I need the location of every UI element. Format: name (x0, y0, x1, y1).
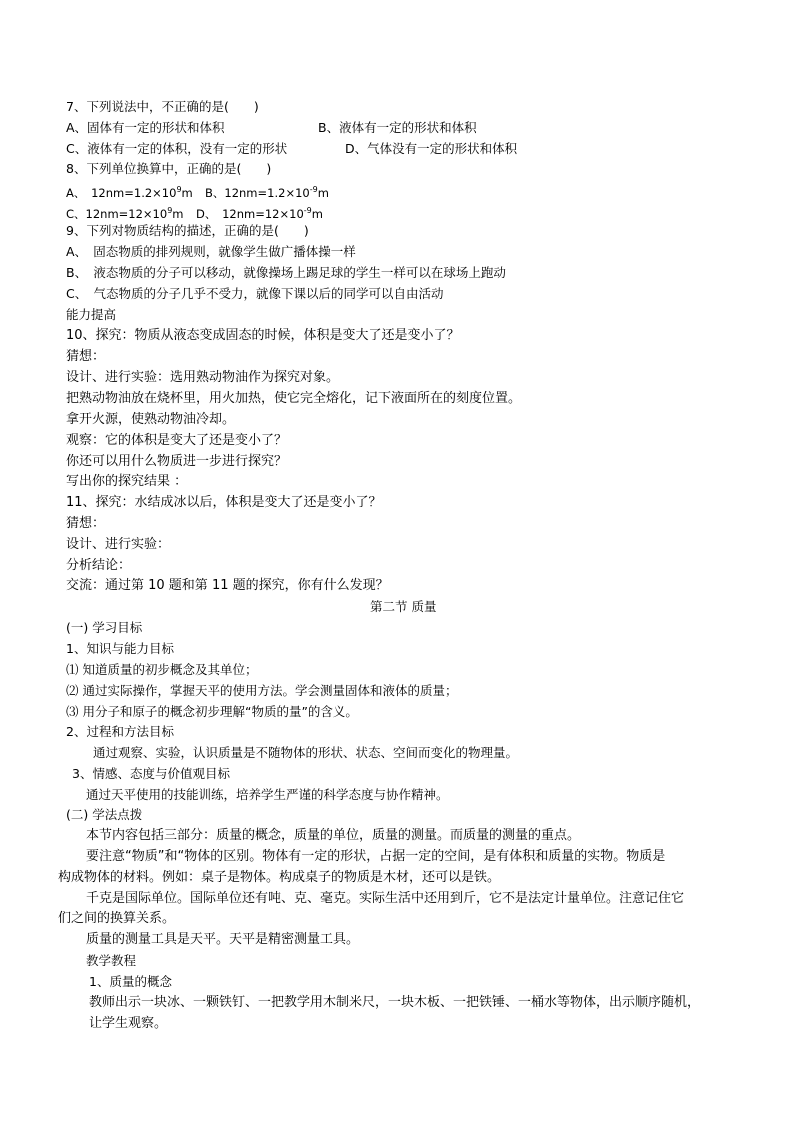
course-item-1-heading: 1、质量的概念 (89, 974, 172, 989)
q10-result: 写出你的探究结果 ： (66, 474, 188, 489)
q7-option-c: C、液体有一定的体积，没有一定的形状 (66, 141, 288, 156)
method-p1: 本节内容包括三部分：质量的概念，质量的单位，质量的测量。而质量的测量的重点。 (86, 828, 581, 843)
course-heading: 教学教程 (86, 953, 137, 968)
goal-3-heading: 3、情感、态度与价值观目标 (72, 766, 230, 781)
method-p3-line2: 们之间的换算关系。 (58, 911, 176, 926)
q8-option-b: B、$12nm=1.2\times 10^{-9}m$ (205, 185, 329, 200)
q10-further: 你还可以用什么物质进一步进行探究？ (66, 454, 288, 469)
goals-heading: (一) 学习目标 (66, 620, 143, 635)
q10-design: 设计、进行实验：选用熟动物油作为探究对象。 (66, 370, 340, 385)
method-heading: (二) 学法点拨 (66, 807, 143, 822)
course-item-1-line1: 教师出示一块冰、一颗铁钉、一把教学用木制米尺，一块木板、一把铁锤、一桶水等物体，出示顺序随机， (89, 995, 701, 1010)
q7-stem: 7、下列说法中，不正确的是( ) (66, 99, 259, 114)
q10-stem: 10、探究：物质从液态变成固态的时候，体积是变大了还是变小了？ (66, 328, 460, 343)
q10-guess: 猜想： (66, 349, 106, 364)
method-p2-line1: 要注意“物质”和“物体的区别。物体有一定的形状，占据一定的空间，是有体积和质量的实物。物质是 (86, 849, 666, 864)
section-title: 第二节 质量 (370, 599, 437, 614)
q11-analysis: 分析结论： (66, 558, 132, 573)
goal-2-text: 通过观察、实验，认识质量是不随物体的形状、状态、空间而变化的物理量。 (93, 745, 519, 760)
q8-option-c: C、$12nm=12\times 10^9m$ (66, 206, 184, 221)
q9-option-c: C、 气态物质的分子几乎不受力，就像下课以后的同学可以自由活动 (66, 286, 444, 301)
method-p3-line1: 千克是国际单位。国际单位还有吨、克、毫克。实际生活中还用到斤，它不是法定计量单位。注意记住它 (86, 891, 685, 906)
q7-option-d: D、气体没有一定的形状和体积 (345, 141, 518, 156)
goal-1-item-2: ⑵ 通过实际操作，掌握天平的使用方法。学会测量固体和液体的质量； (66, 683, 458, 698)
q8-option-a: A、 $12nm=1.2\times 10^9m$ (66, 185, 193, 200)
q10-step1: 把熟动物油放在烧杯里，用火加热，使它完全熔化，记下液面所在的刻度位置。 (66, 391, 522, 406)
goal-1-heading: 1、知识与能力目标 (66, 641, 174, 656)
q10-observe: 观察：它的体积是变大了还是变小了？ (66, 433, 288, 448)
course-item-1-line2: 让学生观察。 (89, 1016, 168, 1031)
goal-2-heading: 2、过程和方法目标 (66, 724, 174, 739)
q9-option-a: A、 固态物质的排列规则，就像学生做广播体操一样 (66, 244, 356, 259)
q8-option-d: D、 $12nm=12\times 10^{-9}m$ (196, 206, 323, 221)
goal-1-item-1: ⑴ 知道质量的初步概念及其单位； (66, 662, 258, 677)
q11-guess: 猜想： (66, 516, 106, 531)
q7-option-b: B、液体有一定的形状和体积 (318, 120, 477, 135)
q11-stem: 11、探究：水结成冰以后，体积是变大了还是变小了？ (66, 495, 382, 510)
method-p4: 质量的测量工具是天平。天平是精密测量工具。 (86, 932, 360, 947)
goal-3-text: 通过天平使用的技能训练，培养学生严谨的科学态度与协作精神。 (86, 787, 449, 802)
q9-stem: 9、下列对物质结构的描述，正确的是( ) (66, 223, 309, 238)
q10-step2: 拿开火源，使熟动物油冷却。 (66, 412, 236, 427)
goal-1-item-3: ⑶ 用分子和原子的概念初步理解“物质的量”的含义。 (66, 704, 358, 719)
q7-option-a: A、固体有一定的形状和体积 (66, 120, 225, 135)
ability-heading: 能力提高 (66, 307, 117, 322)
method-p2-line2: 构成物体的材料。例如：桌子是物体。构成桌子的物质是木材，还可以是铁。 (58, 870, 501, 885)
q8-stem: 8、下列单位换算中，正确的是( ) (66, 161, 272, 176)
q9-option-b: B、 液态物质的分子可以移动，就像操场上踢足球的学生一样可以在球场上跑动 (66, 265, 506, 280)
q11-exchange: 交流：通过第 10 题和第 11 题的探究，你有什么发现？ (66, 578, 389, 593)
q11-design: 设计、进行实验： (66, 537, 171, 552)
